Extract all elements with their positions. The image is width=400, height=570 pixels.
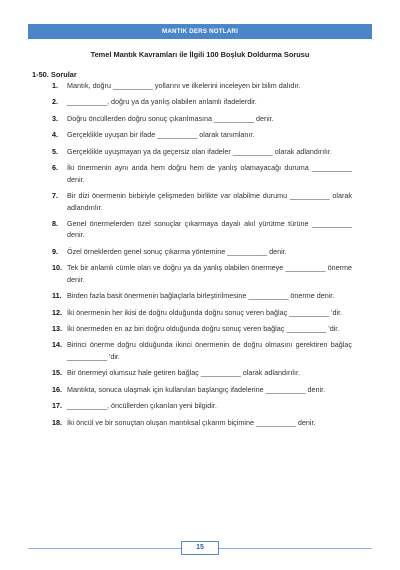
question-item xyxy=(52,146,352,157)
question-text: __________, doğru ya da yanlış olabilen anlamlı ifadelerdir. xyxy=(67,97,257,107)
question-text: Tek bir anlamlı cümle olan ve doğru ya da yanlış olabilen önermeye __________ önerme denir. xyxy=(67,263,352,284)
question-item xyxy=(52,323,352,334)
question-number: 5. xyxy=(52,146,58,156)
question-text: Gerçeklikle uyuşmayan ya da geçersiz olan ifadeler __________ olarak adlandırılır. xyxy=(67,146,332,156)
question-text: Doğru öncüllerden doğru sonuç çıkarılmasına __________ denir. xyxy=(67,113,274,123)
question-item xyxy=(52,367,352,378)
question-item xyxy=(52,307,352,318)
question-item xyxy=(52,162,352,185)
question-number: 4. xyxy=(52,130,58,140)
question-number: 14. xyxy=(52,340,62,350)
question-number: 8. xyxy=(52,218,58,228)
question-text: İki önermeden en az biri doğru olduğunda doğru sonuç veren bağlaç __________ 'dir. xyxy=(67,324,340,333)
question-item xyxy=(52,246,352,257)
question-item xyxy=(52,262,352,285)
question-item xyxy=(52,113,352,124)
question-number: 1. xyxy=(52,81,58,90)
question-item xyxy=(52,417,352,428)
question-number: 2. xyxy=(52,97,58,107)
question-item xyxy=(52,218,352,241)
question-number: 15. xyxy=(52,368,62,378)
question-item xyxy=(52,400,352,411)
question-item xyxy=(52,190,352,213)
question-text: Bir önermeyi olumsuz hale getiren bağlaç __________ olarak adlandırılır. xyxy=(67,368,300,378)
question-text: Mantık, doğru __________ yollarını ve ilkelerini inceleyen bir bilim dalıdır. xyxy=(67,81,301,90)
question-number: 10. xyxy=(52,263,62,273)
question-number: 17. xyxy=(52,401,62,411)
question-text: Mantıkta, sonuca ulaşmak için kullanılan başlangıç ifadelerine __________ denir. xyxy=(67,384,326,394)
header-bar: MANTIK DERS NOTLARI xyxy=(28,24,372,39)
question-text: Bir dizi önermenin birbiriyle çelişmeden birlikte var olabilme durumu __________ olarak adlandırılır. xyxy=(67,191,352,212)
question-number: 6. xyxy=(52,163,58,173)
question-number: 3. xyxy=(52,113,58,123)
question-text: Birinci önerme doğru olduğunda ikinci önermenin de doğru olmasını gerektiren bağlaç __________ 'dir. xyxy=(67,340,352,361)
question-item xyxy=(52,339,352,362)
question-number: 11. xyxy=(52,291,62,301)
question-item xyxy=(52,80,352,91)
question-text: __________, öncüllerden çıkarılan yeni bilgidir. xyxy=(67,401,217,411)
question-number: 16. xyxy=(52,384,62,394)
document-title: Temel Mantık Kavramları ile İlgili 100 Boşluk Doldurma Sorusu xyxy=(90,50,310,59)
question-list xyxy=(52,80,352,433)
question-item xyxy=(52,129,352,140)
question-text: Genel önermelerden özel sonuçlar çıkarmaya dayalı akıl yürütme türüne __________ denir. xyxy=(67,218,352,240)
question-item xyxy=(52,290,352,301)
section-title: 1-50. Sorular xyxy=(32,70,77,79)
question-number: 9. xyxy=(52,246,58,256)
question-text: Gerçeklikle uyuşan bir ifade __________ olarak tanımlanır. xyxy=(67,130,255,140)
question-number: 12. xyxy=(52,307,62,317)
question-text: Birden fazla basit önermenin bağlaçlarla birleştirilmesine __________ önerme denir. xyxy=(67,291,335,301)
question-text: İki öncül ve bir sonuçtan oluşan mantıksal çıkarım biçimine __________ denir. xyxy=(67,417,316,427)
question-item xyxy=(52,96,352,107)
question-text: İki önermenin her ikisi de doğru olduğunda doğru sonuç veren bağlaç __________ 'dir. xyxy=(67,307,343,317)
question-number: 18. xyxy=(52,417,62,427)
page-number: 15 xyxy=(181,541,219,555)
question-text: Özel örneklerden genel sonuç çıkarma yöntemine __________ denir. xyxy=(67,246,287,256)
question-number: 13. xyxy=(52,324,62,333)
question-number: 7. xyxy=(52,191,58,201)
question-item xyxy=(52,384,352,395)
question-text: İki önermenin aynı anda hem doğru hem de yanlış olamayacağı duruma __________ denir. xyxy=(67,163,352,184)
